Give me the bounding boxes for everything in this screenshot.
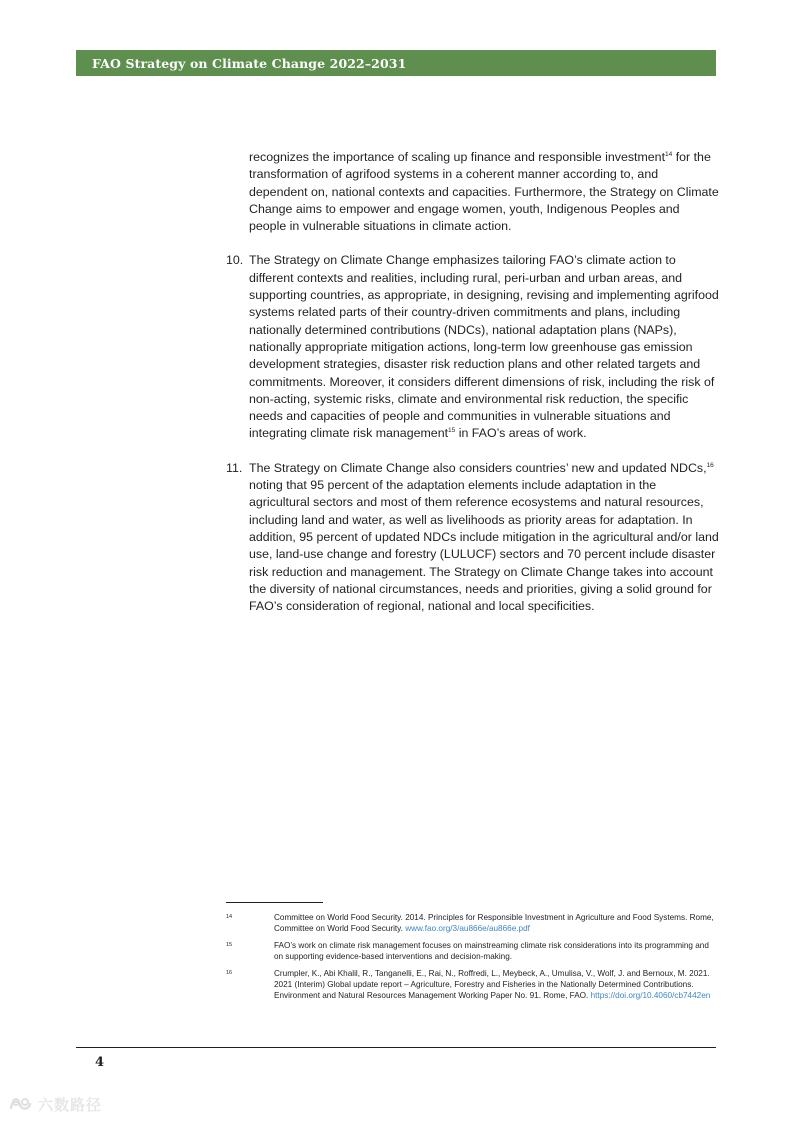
footnote-number: 16 bbox=[226, 970, 233, 977]
footnote-number: 15 bbox=[226, 942, 233, 949]
watermark-logo-icon bbox=[8, 1095, 34, 1115]
document-title: FAO Strategy on Climate Change 2022–2031 bbox=[92, 55, 407, 71]
footnote-ref[interactable]: 14 bbox=[665, 151, 673, 158]
footnote-number: 14 bbox=[226, 914, 233, 920]
footnote-citation: Committee on World Food Security. 2014. Principles for Responsible Investment in Agriculture and Food Systems. Rome, Committee on World Food Security. bbox=[274, 913, 714, 933]
footnote-text bbox=[274, 969, 720, 1001]
footnote-14 bbox=[226, 913, 720, 934]
paragraph-body bbox=[249, 460, 720, 616]
footnote-16 bbox=[226, 969, 720, 1001]
header-bar bbox=[76, 50, 716, 76]
footnote-ref[interactable]: 15 bbox=[448, 427, 456, 435]
footnote-text: FAO’s work on climate risk management focuses on mainstreaming climate risk considerations into its programming and on supporting evidence-based interventions and decision-making. bbox=[274, 941, 709, 961]
paragraph-text: noting that 95 percent of the adaptation elements include adaptation in the agricultural sectors and most of them reference ecosystems and natural resources, including land and water, as well as livelihoods as priority areas for adaptation. In addition, 95 percent of updated NDCs include mitigation in the agricultural and/or land use, land-use change and forestry (LULUCF) sectors and 70 percent include disaster risk reduction and management. The Strategy on Climate Change takes into account the diversity of national circumstances, needs and priorities, giving a solid ground for FAO’s consideration of regional, national and local specificities. bbox=[249, 478, 719, 614]
paragraph-text: in FAO’s areas of work. bbox=[455, 426, 587, 441]
page-number: 4 bbox=[95, 1055, 105, 1070]
footer-divider bbox=[76, 1047, 716, 1048]
watermark-text: 六数路径 bbox=[38, 1097, 103, 1114]
footnote-text bbox=[274, 913, 720, 934]
paragraph-text: for the transformation of agrifood systems in a coherent manner according to, and dependent on, national contexts and capacities. Furthermore, the Strategy on Climate Change aims to empower and engage women, youth, Indigenous Peoples and people in vulnerable situations in climate action. bbox=[249, 150, 719, 234]
footnote-link[interactable]: www.fao.org/3/au866e/au866e.pdf bbox=[405, 923, 530, 933]
paragraph-text: recognizes the importance of scaling up finance and responsible investment bbox=[249, 150, 666, 164]
footnote-link[interactable]: https://doi.org/10.4060/cb7442en bbox=[590, 990, 711, 1000]
footnote-ref[interactable]: 16 bbox=[706, 461, 714, 469]
footnotes bbox=[226, 913, 720, 1008]
paragraph-text: The Strategy on Climate Change emphasizes tailoring FAO’s climate action to different contexts and realities, including rural, peri-urban and urban areas, and supporting countries, as appropriate, in designing, revising and implementing agrifood systems related parts of their country-driven commitments and plans, including nationally determined contributions (NDCs), national adaptation plans (NAPs), nationally appropriate mitigation actions, long-term low greenhouse gas emission development strategies, disaster risk reduction plans and other related targets and commitments. Moreover, it considers different dimensions of risk, including the risk of non-acting, systemic risks, climate and environmental risk reduction, the specific needs and capacities of people and communities in vulnerable situations and integrating climate risk management bbox=[249, 253, 719, 441]
paragraph-continuation bbox=[249, 149, 720, 235]
footnote-15 bbox=[226, 941, 720, 962]
footnote-citation: Crumpler, K., Abi Khalil, R., Tanganelli, E., Rai, N., Roffredi, L., Meybeck, A., Umulisa, V., Wolf, J. and Bernoux, M. 2021. 2021 (Interim) Global update report – Agriculture, Forestry and Fisheries in the Nationally Determined Contributions. Environment and Natural Resources Management Working Paper No. 91. Rome, FAO. bbox=[274, 969, 710, 1000]
paragraph-number: 10. bbox=[226, 253, 244, 268]
paragraph-body bbox=[249, 252, 720, 442]
paragraph-11 bbox=[226, 460, 720, 616]
paragraph-10 bbox=[226, 252, 720, 442]
footnote-divider bbox=[226, 902, 323, 903]
main-text bbox=[226, 149, 720, 632]
paragraph-text: The Strategy on Climate Change also considers countries’ new and updated NDCs, bbox=[249, 460, 707, 475]
watermark bbox=[8, 1094, 102, 1115]
paragraph-number: 11. bbox=[226, 460, 243, 475]
